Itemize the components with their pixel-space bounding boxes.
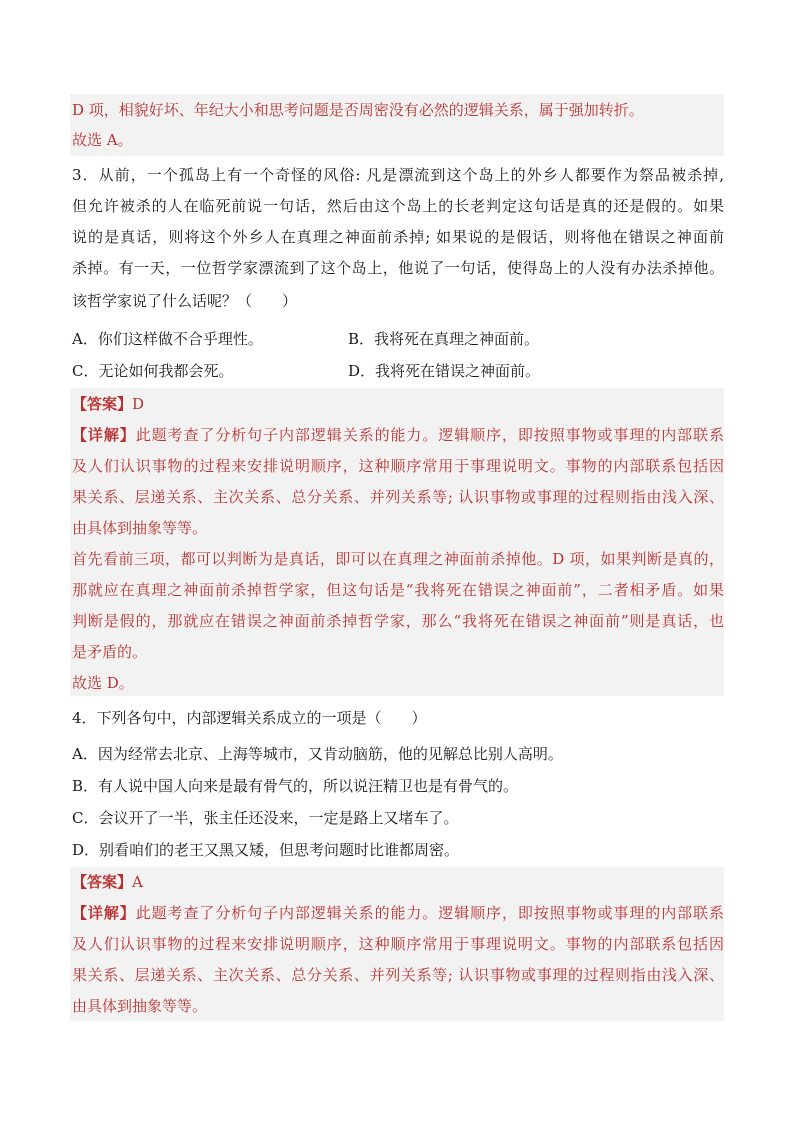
- question-3-stem-line: 杀掉。有一天，一位哲学家漂流到了这个岛上，他说了一句话，使得岛上的人没有办法杀掉他。: [72, 259, 724, 277]
- detail-line: 由具体到抽象等等。: [72, 519, 208, 537]
- answer-line: [72, 872, 724, 892]
- answer-choice: 故选 D。: [72, 674, 134, 692]
- question-4-option-a: A．因为经常去北京、上海等城市，又肯动脑筋，他的见解总比别人高明。: [72, 745, 563, 763]
- answer-value: A: [132, 873, 143, 891]
- question-3-option-d: D．我将死在错误之神面前。: [348, 362, 541, 380]
- explanation-line: 是矛盾的。: [72, 643, 148, 661]
- question-3-stem-line: 该哲学家说了什么话呢？（ ）: [72, 292, 298, 310]
- question-4-option-c: C．会议开了一半，张主任还没来，一定是路上又堵车了。: [72, 809, 459, 827]
- question-3-option-c: C．无论如何我都会死。: [72, 362, 234, 380]
- detail-label: 【详解】: [72, 426, 136, 444]
- detail-line: 及人们认识事物的过程来安排说明顺序，这种顺序常用于事理说明文。事物的内部联系包括因: [72, 935, 724, 953]
- detail-line: 及人们认识事物的过程来安排说明顺序，这种顺序常用于事理说明文。事物的内部联系包括因: [72, 457, 724, 475]
- question-3-option-b: B．我将死在真理之神面前。: [348, 330, 540, 348]
- question-4-option-d: D．别看咱们的老王又黑又矮，但思考问题时比谁都周密。: [72, 841, 460, 859]
- answer-label: 【答案】: [72, 873, 133, 891]
- detail-label: 【详解】: [72, 904, 136, 922]
- explanation-line: D 项，相貌好坏、年纪大小和思考问题是否周密没有必然的逻辑关系，属于强加转折。: [72, 101, 644, 119]
- detail-line: 果关系、层递关系、主次关系、总分关系、并列关系等; 认识事物或事理的过程则指由浅入深、: [72, 488, 724, 506]
- answer-label: 【答案】: [72, 395, 133, 413]
- answer-line: [72, 394, 724, 414]
- detail-line: 由具体到抽象等等。: [72, 997, 208, 1015]
- question-3-stem-line: 但允许被杀的人在临死前说一句话，然后由这个岛上的长老判定这句话是真的还是假的。如果: [72, 197, 724, 215]
- detail-line: 【详解】此题考查了分析句子内部逻辑关系的能力。逻辑顺序，即按照事物或事理的内部联系: [72, 904, 724, 922]
- detail-line: 果关系、层递关系、主次关系、总分关系、并列关系等; 认识事物或事理的过程则指由浅入深、: [72, 966, 724, 984]
- explanation-line: 那就应在真理之神面前杀掉哲学家，但这句话是“我将死在错误之神面前”，二者相矛盾。如果: [72, 581, 724, 599]
- question-3-option-a: A．你们这样做不合乎理性。: [72, 330, 263, 348]
- detail-line: 【详解】此题考查了分析句子内部逻辑关系的能力。逻辑顺序，即按照事物或事理的内部联系: [72, 426, 724, 444]
- answer-choice: 故选 A。: [72, 131, 133, 149]
- question-4-stem: 4．下列各句中，内部逻辑关系成立的一项是（ ）: [72, 709, 427, 727]
- question-4-option-b: B．有人说中国人向来是最有骨气的，所以说汪精卫也是有骨气的。: [72, 777, 519, 795]
- answer-value: D: [132, 395, 145, 413]
- question-3-stem-line: 说的是真话，则将这个外乡人在真理之神面前杀掉; 如果说的是假话，则将他在错误之神面前: [72, 228, 724, 246]
- question-3-stem-line: 3．从前，一个孤岛上有一个奇怪的风俗: 凡是漂流到这个岛上的外乡人都要作为祭品被杀掉,: [72, 166, 724, 184]
- explanation-line: 首先看前三项，都可以判断为是真话，即可以在真理之神面前杀掉他。D 项，如果判断是真的，: [72, 550, 724, 568]
- explanation-line: 判断是假的，那就应在错误之神面前杀掉哲学家，那么“我将死在错误之神面前”则是真话，也: [72, 612, 724, 630]
